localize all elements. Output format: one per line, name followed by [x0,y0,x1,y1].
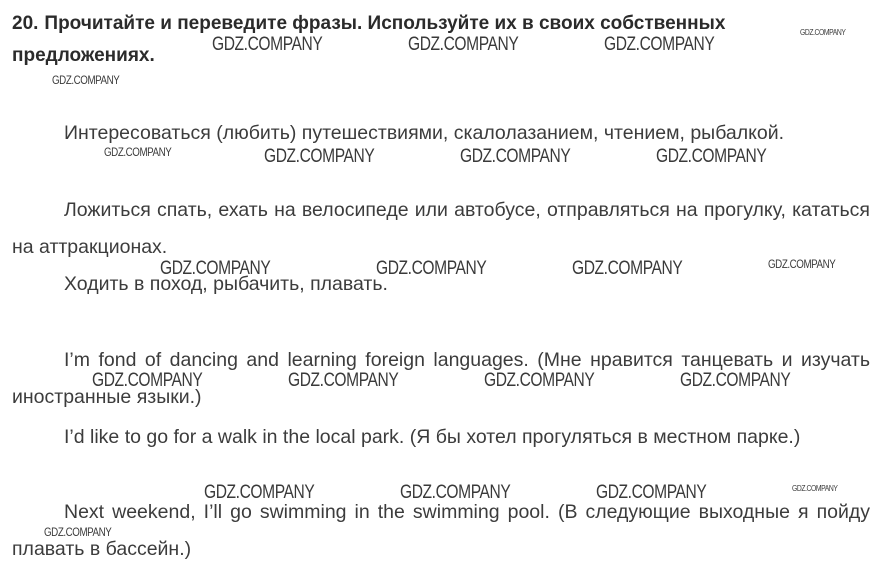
paragraph-activities: Ложиться спать, ехать на велосипеде или автобусе, отправляться на прогулку, кататься на аттракционах. [12,199,870,258]
watermark: GDZ.COMPANY [44,527,112,539]
watermark: GDZ.COMPANY [212,34,323,55]
watermark: GDZ.COMPANY [800,28,846,37]
watermark: GDZ.COMPANY [656,146,767,167]
watermark: GDZ.COMPANY [264,146,375,167]
watermark: GDZ.COMPANY [160,258,271,279]
paragraph-outdoor: Ходить в поход, рыбачить, плавать. [64,273,388,295]
paragraph-example-dancing: I’m fond of dancing and learning foreign languages. (Мне нравится танцевать и изучать иностранные языки.) [12,349,870,408]
watermark: GDZ.COMPANY [52,75,120,87]
watermark: GDZ.COMPANY [596,482,707,503]
watermark: GDZ.COMPANY [768,259,836,271]
watermark: GDZ.COMPANY [572,258,683,279]
watermark: GDZ.COMPANY [204,482,315,503]
watermark: GDZ.COMPANY [104,147,172,159]
watermark: GDZ.COMPANY [92,370,203,391]
paragraph-example-swimming: Next weekend, I’ll go swimming in the swimming pool. (В следующие выходные я пойду плавать в бассейн.) [12,501,870,560]
task-number: 20. [12,13,39,34]
watermark: GDZ.COMPANY [792,484,838,493]
watermark: GDZ.COMPANY [288,370,399,391]
paragraph-example-park: I’d like to go for a walk in the local park. (Я бы хотел прогуляться в местном парке.) [64,426,801,448]
watermark: GDZ.COMPANY [400,482,511,503]
watermark: GDZ.COMPANY [376,258,487,279]
task-title: Прочитайте и переведите фразы. Используйте их в своих собственных предложениях. [12,13,726,66]
watermark: GDZ.COMPANY [460,146,571,167]
watermark: GDZ.COMPANY [484,370,595,391]
watermark: GDZ.COMPANY [604,34,715,55]
watermark: GDZ.COMPANY [680,370,791,391]
watermark: GDZ.COMPANY [408,34,519,55]
paragraph-interests: Интересоваться (любить) путешествиями, скалолазанием, чтением, рыбалкой. [64,122,785,144]
